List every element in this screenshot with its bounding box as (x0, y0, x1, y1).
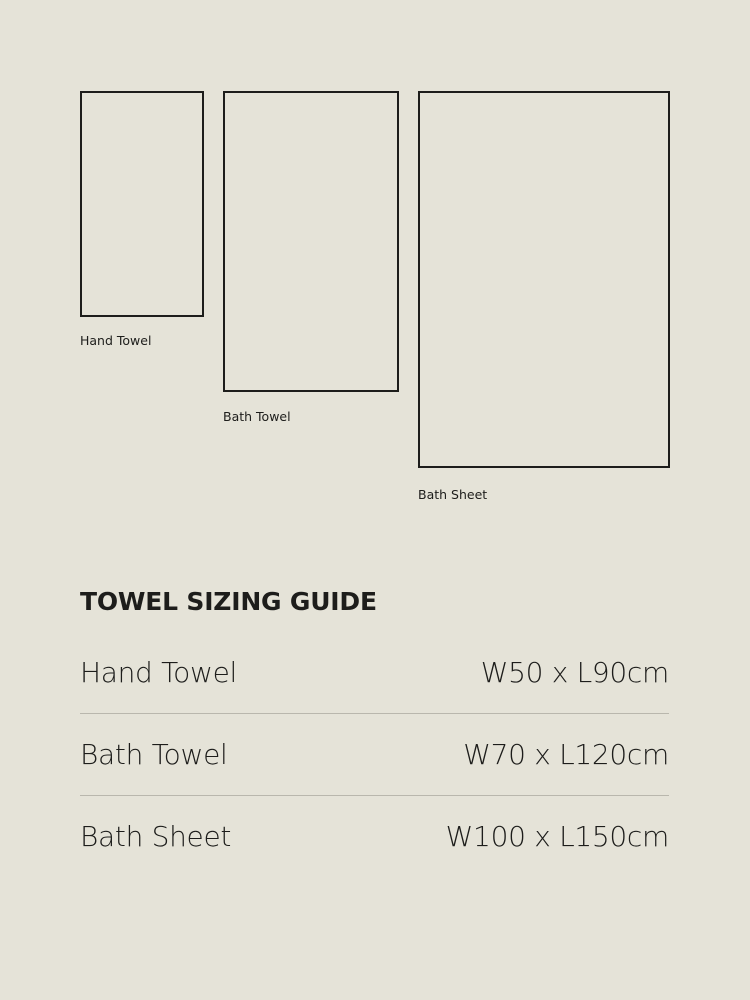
size-row-bath-towel (80, 714, 669, 796)
bath-towel-caption: Bath Towel (223, 409, 291, 424)
bath-sheet-caption: Bath Sheet (418, 487, 488, 502)
hand-towel-outline (80, 91, 204, 317)
hand-towel-caption: Hand Towel (80, 333, 152, 348)
size-row-dimensions: W70 x L120cm (463, 737, 669, 771)
size-row-name: Hand Towel (80, 655, 238, 689)
size-row-dimensions: W100 x L150cm (445, 820, 669, 853)
guide-title: TOWEL SIZING GUIDE (80, 587, 377, 616)
size-row-hand-towel (80, 632, 669, 714)
bath-sheet-outline (418, 91, 670, 468)
size-table (80, 632, 669, 878)
size-row-name: Bath Towel (80, 737, 228, 771)
bath-towel-outline (223, 91, 399, 392)
size-row-dimensions: W50 x L90cm (480, 655, 669, 689)
size-row-name: Bath Sheet (80, 820, 232, 853)
size-row-bath-sheet (80, 796, 669, 878)
